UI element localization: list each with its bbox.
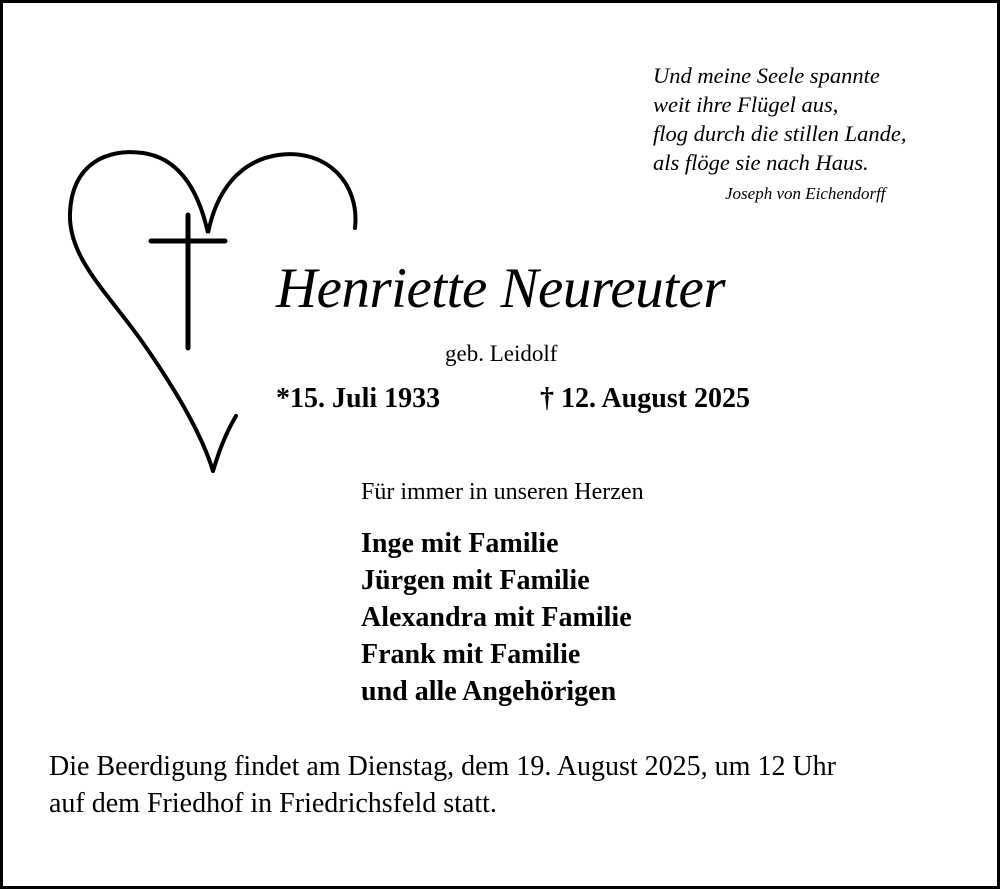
heart-outline-icon (213, 416, 236, 471)
mourner-item: Inge mit Familie (361, 528, 559, 559)
mourner-item: und alle Angehörigen (361, 676, 617, 707)
poem-line: flog durch die stillen Lande, (653, 121, 907, 146)
poem-author: Joseph von Eichendorff (725, 184, 886, 203)
mourner-item: Jürgen mit Familie (361, 565, 590, 596)
poem (653, 61, 907, 177)
mourner-item: Alexandra mit Familie (361, 602, 632, 633)
deceased-name: Henriette Neureuter (276, 257, 726, 320)
mourners-list (361, 525, 632, 710)
poem-line: als flöge sie nach Haus. (653, 150, 869, 175)
poem-line: weit ihre Flügel aus, (653, 92, 839, 117)
funeral-line: Die Beerdigung findet am Dienstag, dem 19. August 2025, um 12 Uhr (49, 751, 836, 782)
mourner-item: Frank mit Familie (361, 639, 581, 670)
funeral-info (49, 748, 836, 822)
death-date: † 12. August 2025 (540, 383, 751, 414)
poem-line: Und meine Seele spannte (653, 63, 880, 88)
cross-icon (151, 215, 225, 348)
birth-date: *15. Juli 1933 (276, 383, 441, 414)
farewell-text: Für immer in unseren Herzen (361, 479, 644, 505)
funeral-line: auf dem Friedhof in Friedrichsfeld statt. (49, 788, 497, 819)
maiden-name: geb. Leidolf (445, 341, 558, 366)
